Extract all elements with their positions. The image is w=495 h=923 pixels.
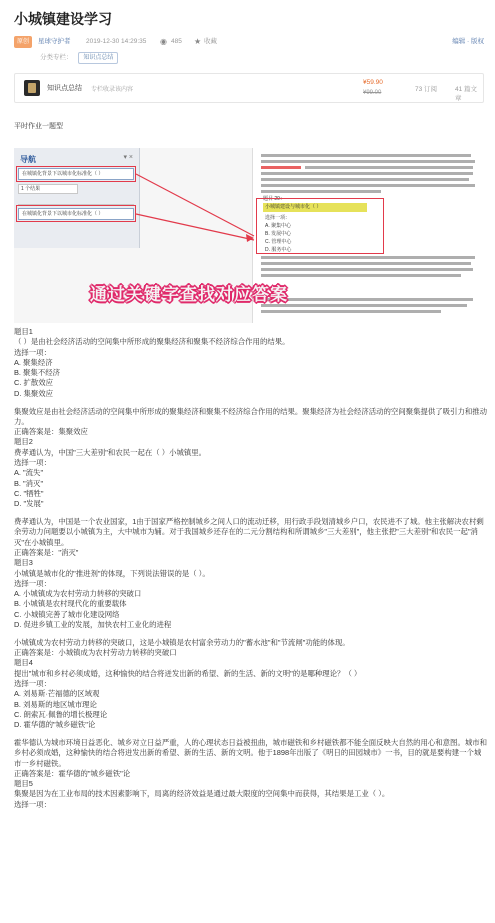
nav-close-icon: ▾ × <box>123 154 133 161</box>
body-line: C. "牺牲" <box>14 488 44 498</box>
column-article-count: 41 篇文章 <box>455 86 478 102</box>
paragraph-gap <box>14 399 488 407</box>
body-line: 选择一项： <box>14 458 51 468</box>
collect-button[interactable]: 收藏 <box>204 38 217 45</box>
author-link[interactable]: 星球守护者 <box>38 38 71 45</box>
article-subtitle: 平时作业一题型 <box>14 123 63 130</box>
body-line: C. 扩散效应 <box>14 378 54 388</box>
paragraph-gap <box>14 630 488 638</box>
category-row <box>40 52 118 64</box>
body-line: 正确答案是："消灭" <box>14 547 79 557</box>
question-number: 题目2 <box>14 437 33 447</box>
question-number: 题目4 <box>14 658 33 668</box>
column-avatar <box>24 80 40 96</box>
body-line: D. 集聚效应 <box>14 388 54 398</box>
body-line: 选择一项： <box>14 347 51 357</box>
body-line: B. 小城镇是农村现代化的重要载体 <box>14 599 127 609</box>
body-line: A. 聚集经济 <box>14 357 53 367</box>
category-label: 分类专栏： <box>40 54 73 61</box>
body-line: 选择一项： <box>14 578 51 588</box>
doc-option: B. 发展中心 <box>265 231 292 237</box>
body-line: B. 刘易斯的地区城市理论 <box>14 699 97 709</box>
doc-highlighted-question: 小城镇建设与城市化（ ） <box>263 203 367 212</box>
body-line: 集聚是因为在工业布局的技术因素影响下，局离的经济效益是通过最大限度的空间集中而获得，其结果是工业（ ）。 <box>14 789 390 799</box>
original-badge: 原创 <box>14 36 32 48</box>
body-line: 正确答案是：霍华德的"城乡磁铁"论 <box>14 768 131 778</box>
body-line: 费孝通认为，中国"三大差别"和农民一起在（ ）小城镇里。 <box>14 447 207 457</box>
body-line: 费孝通认为，中国是一个农业国家，1由于国家严格控制城乡之间人口的流动迁移，用行政手段划清城乡户口，农民进不了城。他主张解决农村剩余劳动力问题要以小城镇为主，大中城市为辅。对于我国城乡还存在的二元分割结构和所谓城乡"三大差别"，他主张把"三大差别"和农民一起"消灭"在小城镇里。 <box>14 517 484 547</box>
nav-title: 导航 <box>20 155 36 164</box>
column-description: 专栏收录该内容 <box>91 87 134 93</box>
question-number: 题目1 <box>14 327 33 336</box>
question-number: 题目5 <box>14 779 33 789</box>
body-line: C. 小城镇完善了城市化建设网络 <box>14 609 120 619</box>
doc-option: A. 聚集中心 <box>265 223 292 229</box>
column-price: ¥59.90 <box>363 79 383 86</box>
body-line: 正确答案是：小城镇成为农村劳动力转移的突破口 <box>14 648 177 658</box>
nav-search-box: 在城镇化背景下以城市化标准化（ ） <box>18 168 134 180</box>
article-title: 小城镇建设学习 <box>14 11 112 27</box>
body-line: 集聚效应是由社会经济活动的空间集中所形成的聚集经济和聚集不经济综合作用的结果。聚集经济为社会经济活动的空间聚集提供了吸引力和推动力。 <box>14 406 488 426</box>
body-line: 选择一项： <box>14 679 51 688</box>
body-line: 提出"城市和乡村必须成婚，这种愉快的结合将迸发出新的希望、新的生活、新的文明"的是哪种理论？（ ） <box>14 668 362 678</box>
article-meta <box>14 35 484 49</box>
nav-search-result: 在城镇化背景下以城市化标准化（ ） <box>18 208 134 220</box>
body-line: 正确答案是：集聚效应 <box>14 427 88 437</box>
body-line: D. 霍华德的"城乡磁铁"论 <box>14 720 96 730</box>
body-line: C. 朗索瓦·佩鲁的增长极理论 <box>14 709 108 719</box>
doc-option: C. 管理中心 <box>265 239 292 245</box>
body-line: （ ）是由社会经济活动的空间集中所形成的聚集经济和聚集不经济综合作用的结果。 <box>14 337 290 347</box>
column-subscriptions: 73 订阅 <box>415 86 438 93</box>
column-card[interactable] <box>14 73 484 103</box>
body-line: 小城镇是城市化的"推进剂"的体现，下列说法错误的是（ ）。 <box>14 568 210 578</box>
nav-result-count: 1 个结果 <box>18 184 78 194</box>
edit-links[interactable]: 编辑 · 版权 <box>452 38 484 45</box>
body-line: D. 促进乡镇工业的发展，加快农村工业化的进程 <box>14 620 172 630</box>
screenshot-caption: 通过关键字查找对应答案 <box>90 285 288 304</box>
body-line: A. 小城镇成为农村劳动力转移的突破口 <box>14 589 142 599</box>
category-tag[interactable]: 知识点总结 <box>78 52 118 64</box>
eye-icon: ◉ <box>160 37 167 46</box>
body-line: 霍华德认为城市环境日益恶化、城乡对立日益严重，人的心理状态日益被扭曲，城市磁铁和乡村磁铁都不能全面反映大自然的用心和意图。城市和乡村必须成婚，这种愉快的结合将迸发出新的希望、新的生活、新的文明。他于1898年出版了《明日的田园城市》一书，目的就是要构建一个城市一乡村磁铁。 <box>14 737 488 768</box>
publish-date: 2019-12-30 14:29:35 <box>86 38 147 45</box>
paragraph-gap <box>14 730 488 738</box>
body-line: A. "流失" <box>14 468 44 478</box>
star-icon[interactable]: ★ <box>194 37 202 46</box>
view-count: 485 <box>171 38 182 45</box>
article-body <box>14 327 488 810</box>
doc-option: 选择一项： <box>265 215 291 221</box>
body-line: 小城镇成为农村劳动力转移的突破口，这是小城镇是农村富余劳动力的"蓄水池"和"节流闸"功能的体现。 <box>14 637 350 647</box>
body-line: D. "发展" <box>14 499 44 509</box>
body-line: A. 刘易斯·芒福德的区域观 <box>14 689 100 699</box>
tutorial-screenshot <box>14 148 484 323</box>
column-original-price: ¥99.00 <box>363 90 382 96</box>
body-line: 选择一项： <box>14 799 51 809</box>
body-line: B. 聚集不经济 <box>14 368 60 378</box>
column-name[interactable]: 知识点总结 <box>47 85 82 92</box>
question-number: 题目3 <box>14 558 33 568</box>
doc-option: D. 服务中心 <box>265 247 292 253</box>
paragraph-gap <box>14 510 488 518</box>
body-line: B. "消灭" <box>14 478 44 488</box>
doc-question-number: 题目 29： <box>263 196 285 202</box>
